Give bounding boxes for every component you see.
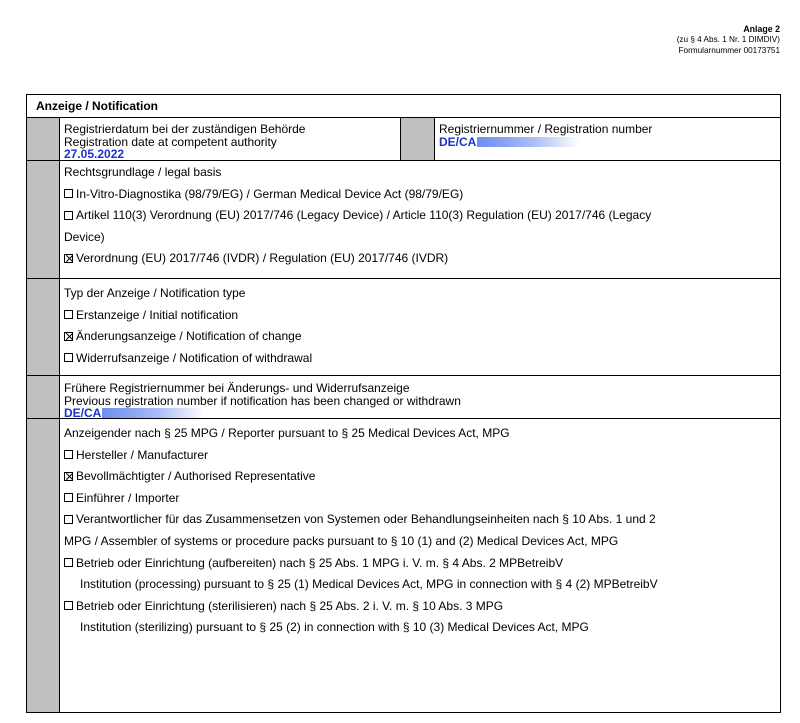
- notification-type-option-2[interactable]: Änderungsanzeige / Notification of change: [64, 326, 780, 348]
- form-header: [677, 24, 780, 56]
- checkbox-unchecked-icon[interactable]: [64, 450, 73, 459]
- annex-label: Anlage 2: [743, 24, 780, 34]
- reporter-option-3[interactable]: Einführer / Importer: [64, 488, 780, 510]
- previous-registration-row: [27, 376, 780, 419]
- legal-basis-option-3[interactable]: Verordnung (EU) 2017/746 (IVDR) / Regulation (EU) 2017/746 (IVDR): [64, 248, 780, 270]
- registration-number-value[interactable]: DE/CA: [439, 136, 780, 149]
- reporter-option-6-continued: Institution (sterilizing) pursuant to § 25 (2) in connection with § 10 (3) Medical Devices Act, MPG: [80, 620, 589, 635]
- legal-basis-heading: Rechtsgrundlage / legal basis: [64, 165, 222, 179]
- checkbox-unchecked-icon[interactable]: [64, 310, 73, 319]
- legal-basis-row: [27, 161, 780, 279]
- notification-type-option-1[interactable]: Erstanzeige / Initial notification: [64, 305, 780, 327]
- checkbox-unchecked-icon[interactable]: [64, 353, 73, 362]
- gray-margin: [27, 118, 60, 160]
- form-title: Anzeige / Notification: [27, 95, 780, 118]
- checkbox-unchecked-icon[interactable]: [64, 189, 73, 198]
- checkbox-unchecked-icon[interactable]: [64, 493, 73, 502]
- checkbox-unchecked-icon[interactable]: [64, 515, 73, 524]
- legal-basis-option-1[interactable]: In-Vitro-Diagnostika (98/79/EG) / German Medical Device Act (98/79/EG): [64, 184, 780, 206]
- registration-date-label-de: Registrierdatum bei der zuständigen Behörde: [64, 122, 306, 136]
- registration-number-label: Registriernummer / Registration number: [439, 122, 653, 136]
- legal-basis-cell: [60, 161, 780, 278]
- legal-basis-option-2-continued: Device): [64, 229, 105, 244]
- registration-date-cell: [60, 118, 401, 160]
- reporter-option-5[interactable]: Betrieb oder Einrichtung (aufbereiten) nach § 25 Abs. 1 MPG i. V. m. § 4 Abs. 2 MPBetreibV: [64, 553, 780, 575]
- reporter-option-1[interactable]: Hersteller / Manufacturer: [64, 445, 780, 467]
- gray-spacer: [401, 118, 435, 160]
- checkbox-checked-icon[interactable]: [64, 332, 73, 341]
- gray-margin: [27, 376, 60, 418]
- reporter-cell: [60, 419, 780, 712]
- registration-date-label-en: Registration date at competent authority: [64, 134, 277, 149]
- legal-basis-option-2[interactable]: Artikel 110(3) Verordnung (EU) 2017/746 (Legacy Device) / Article 110(3) Regulation (EU) 2017/746 (Legacy: [64, 205, 780, 227]
- checkbox-checked-icon[interactable]: [64, 254, 73, 263]
- previous-registration-label-en: Previous registration number if notification has been changed or withdrawn: [64, 393, 461, 408]
- redaction-mark: [477, 137, 579, 147]
- notification-type-row: [27, 279, 780, 376]
- previous-registration-value[interactable]: DE/CA: [64, 407, 780, 420]
- reporter-option-4[interactable]: Verantwortlicher für das Zusammensetzen von Systemen oder Behandlungseinheiten nach § 10 Abs. 1 und 2: [64, 509, 780, 531]
- notification-type-cell: [60, 279, 780, 375]
- gray-margin: [27, 419, 60, 712]
- registration-date-value[interactable]: 27.05.2022: [64, 147, 125, 161]
- gray-margin: [27, 161, 60, 278]
- legal-reference: (zu § 4 Abs. 1 Nr. 1 DIMDIV): [676, 34, 780, 44]
- notification-form: [26, 94, 781, 713]
- reporter-row: [27, 419, 780, 712]
- previous-registration-label-de: Frühere Registriernummer bei Änderungs- und Widerrufsanzeige: [64, 381, 410, 395]
- checkbox-checked-icon[interactable]: [64, 472, 73, 481]
- reporter-option-4-continued: MPG / Assembler of systems or procedure packs pursuant to § 10 (1) and (2) Medical Devices Act, MPG: [64, 533, 619, 548]
- reporter-option-6[interactable]: Betrieb oder Einrichtung (sterilisieren) nach § 25 Abs. 2 i. V. m. § 10 Abs. 3 MPG: [64, 596, 780, 618]
- notification-type-option-3[interactable]: Widerrufsanzeige / Notification of withdrawal: [64, 348, 780, 370]
- redaction-mark: [102, 408, 204, 418]
- reporter-option-2[interactable]: Bevollmächtigter / Authorised Representative: [64, 466, 780, 488]
- previous-registration-cell: [60, 376, 780, 418]
- form-number: Formularnummer 00173751: [678, 45, 780, 55]
- notification-type-heading: Typ der Anzeige / Notification type: [64, 286, 246, 300]
- checkbox-unchecked-icon[interactable]: [64, 558, 73, 567]
- checkbox-unchecked-icon[interactable]: [64, 211, 73, 220]
- reporter-option-5-continued: Institution (processing) pursuant to § 25 (1) Medical Devices Act, MPG in connection with § 4 (2) MPBetreibV: [80, 577, 658, 592]
- registration-number-cell: [435, 118, 780, 160]
- checkbox-unchecked-icon[interactable]: [64, 601, 73, 610]
- registration-row: [27, 118, 780, 161]
- gray-margin: [27, 279, 60, 375]
- reporter-heading: Anzeigender nach § 25 MPG / Reporter pursuant to § 25 Medical Devices Act, MPG: [64, 426, 510, 440]
